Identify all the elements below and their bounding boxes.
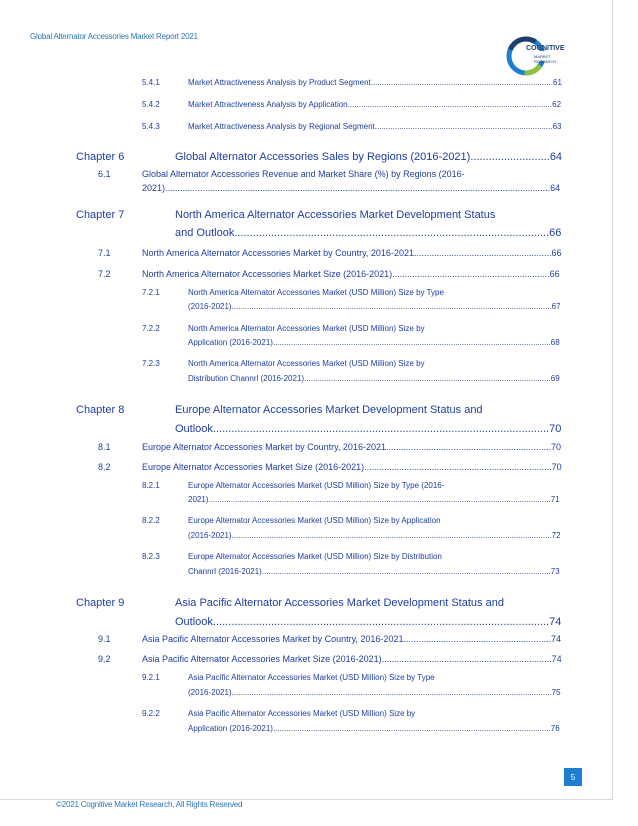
toc-page-number: 75 [551,688,561,697]
toc-entry-text[interactable]: Europe Alternator Accessories Market (USD Million) Size by Distribution [188,552,442,561]
toc-chapter-label: Chapter 9 [76,597,125,609]
toc-entry-text[interactable]: Europe Alternator Accessories Market (USD Million) Size by Type (2016- [188,481,445,490]
toc-page-number: 70 [551,442,562,452]
toc-page-number: 76 [550,724,560,733]
toc-entry-text[interactable]: Asia Pacific Alternator Accessories Market (USD Million) Size by Type [188,673,435,682]
toc-leader-dots: ....................................................... [413,248,552,258]
toc-entry-text[interactable]: Asia Pacific Alternator Accessories Market Size (2016-2021)....................................................................74 [142,654,562,664]
toc-entry-text[interactable]: North America Alternator Accessories Market Development Status [175,209,496,221]
toc-leader-dots: ................................................................................................................................................ [231,531,552,540]
toc-entry-text[interactable]: (2016-2021)................................................................................................................................................75 [188,688,561,697]
toc-entry-text[interactable]: Market Attractiveness Analysis by Product Segment..................................................................................61 [188,78,562,87]
toc-entry-text[interactable]: Outlook..............................................................................................................74 [175,616,562,628]
toc-entry-text[interactable]: Asia Pacific Alternator Accessories Market Development Status and [175,597,504,609]
toc-page-number: 67 [551,302,561,311]
report-header-title: Global Alternator Accessories Market Report 2021 [30,32,198,41]
toc-leader-dots: ............................................................................................ [347,100,553,109]
toc-section-number: 9.2 [98,654,111,664]
toc-page-number: 72 [551,531,561,540]
toc-section-number: 7.2 [98,269,111,279]
toc-leader-dots: ............................................................... [392,269,550,279]
toc-section-number: 9.2.2 [142,709,160,718]
toc-leader-dots: ....................................................................................................... [234,227,550,239]
toc-section-number: 5.4.3 [142,122,160,131]
toc-leader-dots: .................................................................... [381,654,552,664]
toc-entry-text[interactable]: Asia Pacific Alternator Accessories Market by Country, 2016-2021...........................................................74 [142,634,562,644]
toc-section-number: 8.2.2 [142,516,160,525]
toc-entry-text[interactable]: Europe Alternator Accessories Market by Country, 2016-2021..................................................................70 [142,442,562,452]
toc-page-number: 64 [549,151,563,163]
toc-section-number: 8.1 [98,442,111,452]
toc-entry-text[interactable]: Application (2016-2021).............................................................................................................................76 [188,724,560,733]
toc-entry-text[interactable]: Channrl (2016-2021)..................................................................................................................................73 [188,567,560,576]
toc-page-number: 70 [549,423,562,435]
toc-section-number: 7.2.1 [142,288,160,297]
toc-entry-text[interactable]: Market Attractiveness Analysis by Application............................................................................................62 [188,100,562,109]
toc-entry-text[interactable]: (2016-2021)................................................................................................................................................67 [188,302,561,311]
toc-leader-dots: .................................................................................. [370,78,554,87]
toc-leader-dots: .............................................................................................................. [212,616,550,628]
toc-page-number: 68 [550,338,560,347]
toc-section-number: 9.1 [98,634,111,644]
toc-entry-text[interactable]: Distribution Channrl (2016-2021)...............................................................................................................69 [188,374,560,383]
toc-leader-dots: .................................................................. [385,442,552,452]
toc-entry-text[interactable]: 2021)..........................................................................................................................................................64 [142,183,561,193]
toc-entry-text[interactable]: Global Alternator Accessories Revenue and Market Share (%) by Regions (2016- [142,169,465,179]
toc-leader-dots: ................................................................................ [374,122,553,131]
toc-page-number: 74 [551,654,562,664]
toc-entry-text[interactable]: Market Attractiveness Analysis by Regional Segment................................................................................63 [188,122,562,131]
toc-section-number: 7.2.3 [142,359,160,368]
toc-section-number: 8.2.3 [142,552,160,561]
toc-section-number: 6.1 [98,169,111,179]
toc-entry-text[interactable]: Europe Alternator Accessories Market (USD Million) Size by Application [188,516,441,525]
toc-leader-dots: ............................................................................................................................. [272,338,551,347]
logo-text-line2: MARKET [534,54,551,59]
toc-entry-text[interactable]: Application (2016-2021).............................................................................................................................68 [188,338,560,347]
toc-chapter-label: Chapter 7 [76,209,125,221]
toc-page-number: 73 [550,567,560,576]
toc-entry-text[interactable]: North America Alternator Accessories Market (USD Million) Size by [188,324,425,333]
toc-page-number: 64 [550,183,561,193]
logo-text-line1: COGNITIVE [526,45,565,52]
page-number-badge: 5 [564,768,582,786]
toc-leader-dots: ........................................................................... [364,462,552,472]
toc-entry-text[interactable]: North America Alternator Accessories Market (USD Million) Size by Type [188,288,444,297]
toc-page-number: 61 [553,78,562,87]
toc-entry-text[interactable]: North America Alternator Accessories Market (USD Million) Size by [188,359,425,368]
toc-page-number: 69 [550,374,560,383]
toc-leader-dots: ........................................................... [403,634,551,644]
toc-page-number: 63 [552,122,562,131]
toc-section-number: 5.4.2 [142,100,160,109]
toc-page-number: 74 [551,634,562,644]
toc-entry-text[interactable]: North America Alternator Accessories Market Size (2016-2021)...............................................................66 [142,269,560,279]
toc-entry-text[interactable]: Europe Alternator Accessories Market Size (2016-2021)...........................................................................70 [142,462,562,472]
toc-leader-dots: ................................................................................................................................................ [231,688,552,697]
footer-copyright: ©2021 Cognitive Market Research, All Rights Reserved [56,800,243,809]
toc-leader-dots: .......................................................................................................................................................... [208,495,551,504]
toc-entry-text[interactable]: (2016-2021)................................................................................................................................................72 [188,531,561,540]
toc-chapter-label: Chapter 8 [76,404,125,416]
toc-entry-text[interactable]: Europe Alternator Accessories Market Development Status and [175,404,483,416]
toc-leader-dots: ............................................................................................................... [304,374,551,383]
toc-entry-text[interactable]: Outlook..............................................................................................................70 [175,423,562,435]
toc-leader-dots: .................................................................................................................................. [261,567,551,576]
toc-entry-text[interactable]: 2021)..........................................................................................................................................................71 [188,495,560,504]
toc-entry-text[interactable]: Global Alternator Accessories Sales by Regions (2016-2021)..........................64 [175,151,563,163]
toc-section-number: 8.2 [98,462,111,472]
toc-page-number: 66 [551,248,562,258]
toc-leader-dots: .......................................................................................................................................................... [165,183,551,193]
toc-section-number: 8.2.1 [142,481,160,490]
toc-page-number: 66 [549,269,560,279]
toc-section-number: 7.1 [98,248,111,258]
toc-section-number: 5.4.1 [142,78,160,87]
toc-section-number: 7.2.2 [142,324,160,333]
toc-page-number: 66 [549,227,562,239]
toc-leader-dots: ............................................................................................................................. [272,724,551,733]
toc-entry-text[interactable]: and Outlook.......................................................................................................66 [175,227,562,239]
toc-entry-text[interactable]: Asia Pacific Alternator Accessories Market (USD Million) Size by [188,709,416,718]
toc-chapter-label: Chapter 6 [76,151,125,163]
toc-page-number: 70 [551,462,562,472]
toc-leader-dots: .......................... [470,151,550,163]
toc-page-number: 62 [552,100,562,109]
logo-text-line3: RESEARCH [534,59,557,64]
toc-leader-dots: ................................................................................................................................................ [231,302,552,311]
toc-entry-text[interactable]: North America Alternator Accessories Market by Country, 2016-2021.......................................................66 [142,248,562,258]
toc-leader-dots: .............................................................................................................. [212,423,550,435]
toc-page-number: 74 [549,616,562,628]
toc-section-number: 9.2.1 [142,673,160,682]
toc-page-number: 71 [550,495,560,504]
page-border-right [612,0,613,800]
